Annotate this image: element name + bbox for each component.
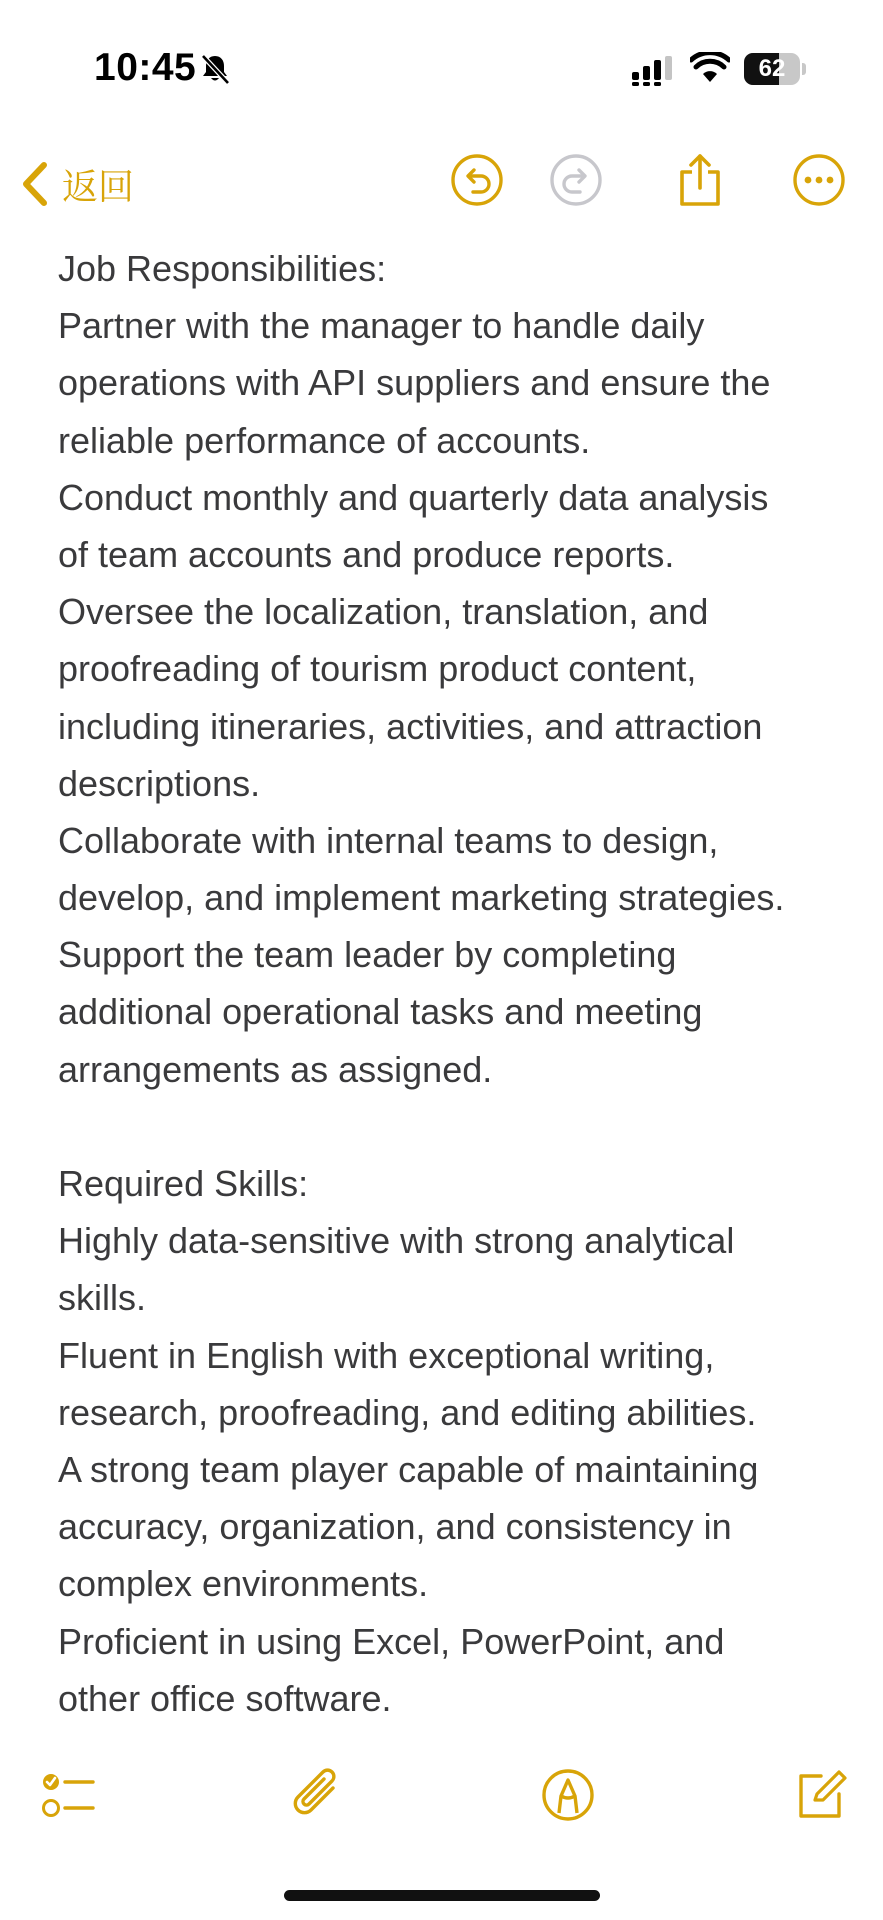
note-line: additional operational tasks and meeting <box>58 991 703 1033</box>
note-line: Fluent in English with exceptional writing, <box>58 1334 715 1376</box>
status-bar <box>0 0 883 140</box>
checklist-icon <box>39 1766 97 1824</box>
note-line: research, proofreading, and editing abilities. <box>58 1391 757 1433</box>
note-line: proofreading of tourism product content, <box>58 648 697 690</box>
battery-percentage: 62 <box>758 55 786 82</box>
note-line: including itineraries, activities, and attraction <box>58 705 763 747</box>
attachment-icon <box>289 1766 347 1824</box>
note-line: other office software. <box>58 1677 392 1719</box>
compose-button[interactable] <box>790 1765 850 1825</box>
note-line: Collaborate with internal teams to design, <box>58 819 719 861</box>
note-line: Oversee the localization, translation, and <box>58 591 709 633</box>
cellular-signal-icon <box>632 56 674 86</box>
note-line: Conduct monthly and quarterly data analysis <box>58 476 769 518</box>
wifi-icon <box>690 52 730 84</box>
note-line: Required Skills: <box>58 1163 309 1204</box>
back-label: 返回 <box>62 165 135 207</box>
checklist-button[interactable] <box>38 1765 98 1825</box>
note-line <box>58 1098 848 1155</box>
bottom-toolbar <box>0 1765 883 1835</box>
note-line: Support the team leader by completing <box>58 934 677 976</box>
undo-button[interactable] <box>449 148 505 212</box>
back-button[interactable] <box>18 152 134 216</box>
undo-icon <box>449 152 505 208</box>
note-line: Job Responsibilities: <box>58 248 387 289</box>
note-line: reliable performance of accounts. <box>58 419 591 461</box>
markup-button[interactable] <box>538 1765 598 1825</box>
silent-bell-icon <box>198 52 232 86</box>
share-button[interactable] <box>672 148 728 212</box>
compose-icon <box>791 1766 849 1824</box>
share-icon <box>672 152 728 208</box>
chevron-left-icon <box>18 161 50 207</box>
note-line: A strong team player capable of maintaining <box>58 1448 759 1490</box>
markup-icon <box>539 1766 597 1824</box>
notes-toolbar <box>0 140 883 240</box>
note-line: skills. <box>58 1277 146 1319</box>
attachment-button[interactable] <box>288 1765 348 1825</box>
note-line: descriptions. <box>58 762 261 804</box>
note-line: of team accounts and produce reports. <box>58 533 675 575</box>
more-options-button[interactable] <box>791 148 847 212</box>
note-line: Partner with the manager to handle daily <box>58 305 705 347</box>
note-line: arrangements as assigned. <box>58 1048 493 1090</box>
status-time: 10:45 <box>94 46 197 89</box>
redo-icon <box>548 152 604 208</box>
note-line: Highly data-sensitive with strong analytical <box>58 1220 735 1262</box>
home-indicator[interactable] <box>284 1890 600 1901</box>
note-line: Proficient in using Excel, PowerPoint, and <box>58 1620 725 1662</box>
note-line: operations with API suppliers and ensure the <box>58 362 771 404</box>
redo-button[interactable] <box>548 148 604 212</box>
note-line: complex environments. <box>58 1563 429 1605</box>
battery-indicator <box>744 53 806 85</box>
note-body[interactable] <box>58 240 848 1727</box>
note-line: accuracy, organization, and consistency in <box>58 1506 732 1548</box>
more-icon <box>791 152 847 208</box>
note-line: develop, and implement marketing strategies. <box>58 877 785 919</box>
